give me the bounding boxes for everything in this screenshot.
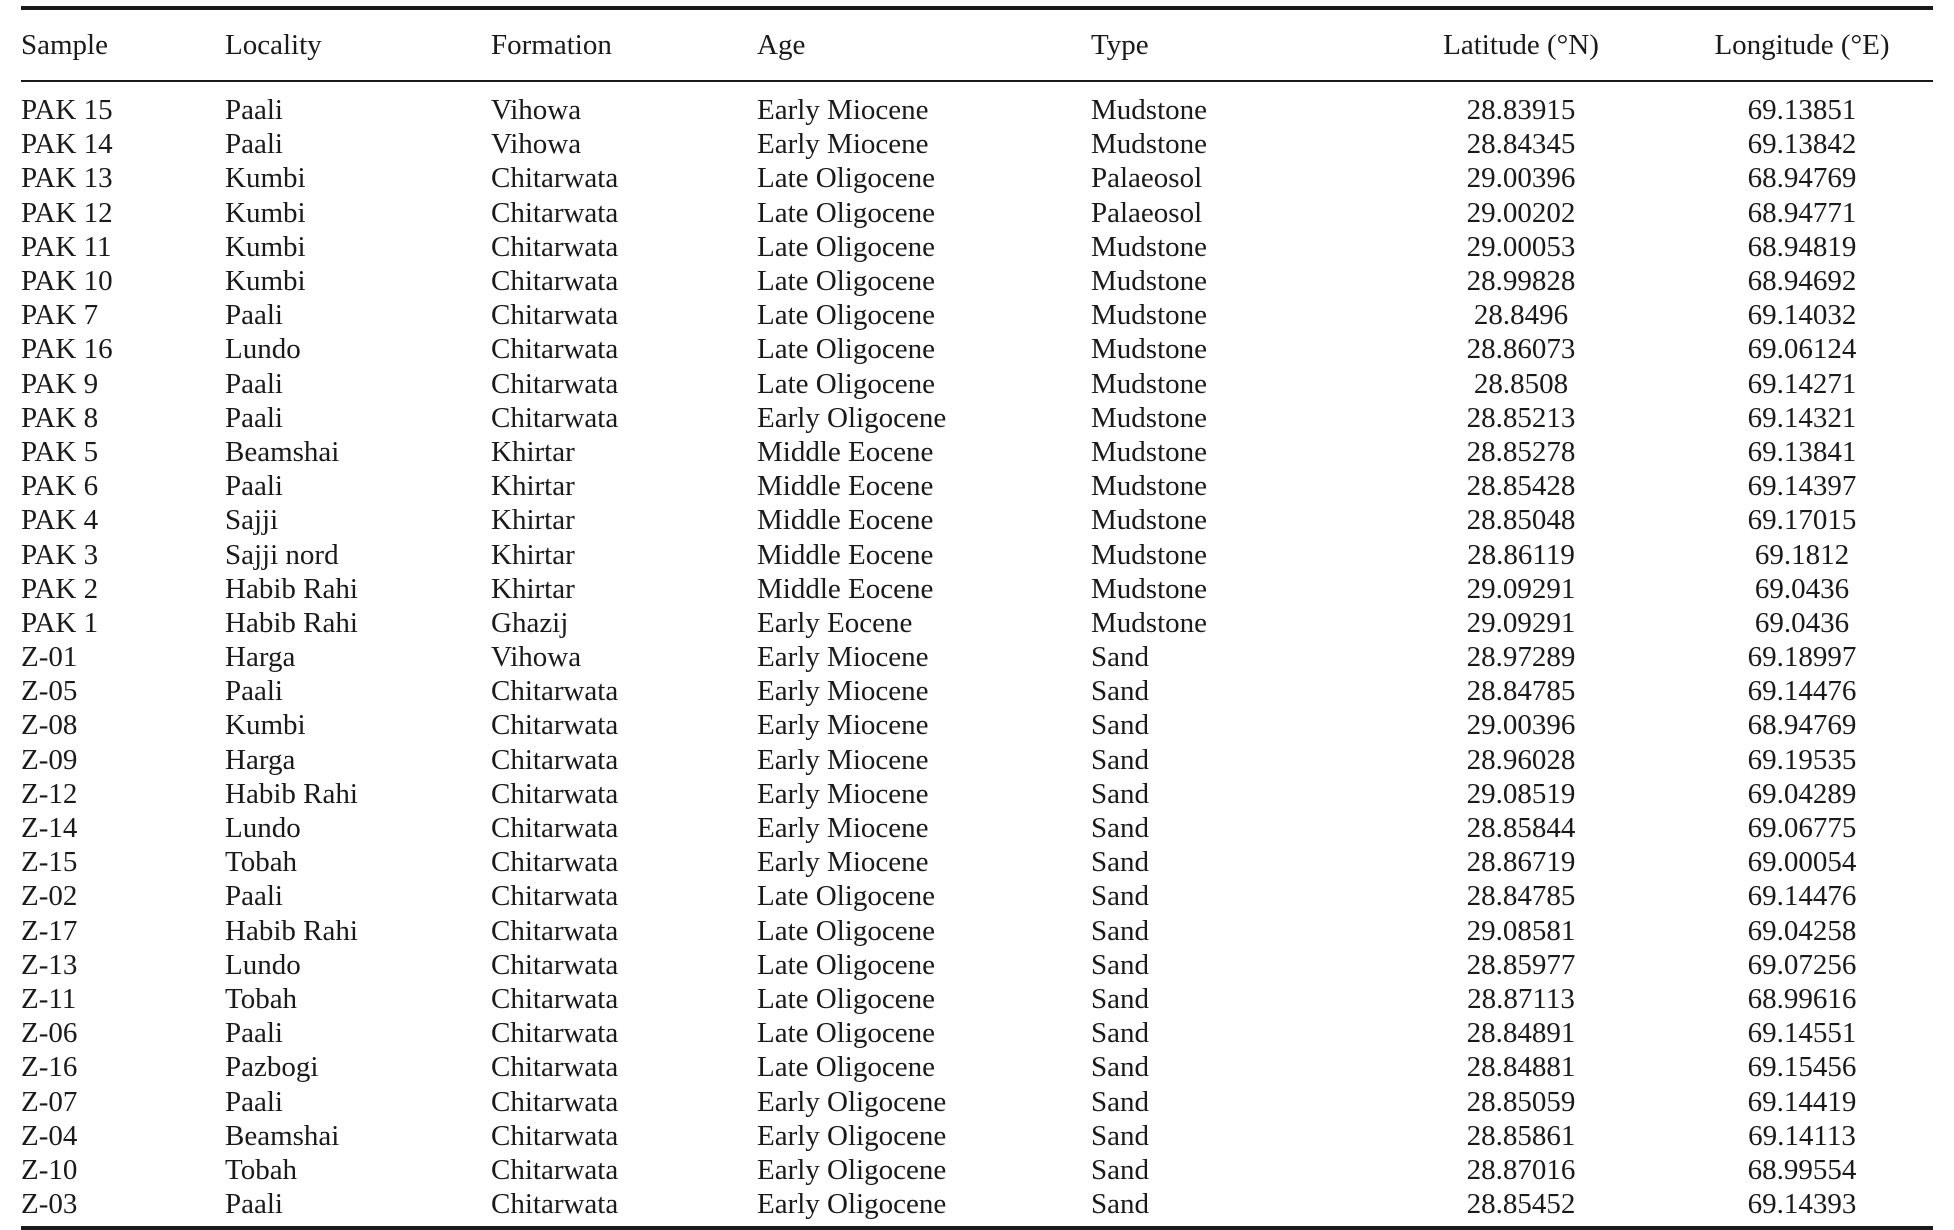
cell-locality: Paali [225,401,283,434]
table-row [21,401,1933,435]
cell-locality: Kumbi [225,709,306,742]
table-row [21,845,1933,879]
cell-formation: Vihowa [491,94,582,127]
cell-locality: Beamshai [225,435,340,468]
cell-latitude: 28.85059 [1466,1085,1576,1118]
cell-sample: PAK 6 [21,470,99,503]
cell-formation: Khirtar [491,572,575,605]
cell-longitude: 68.94819 [1747,230,1857,263]
cell-locality: Habib Rahi [225,777,358,810]
cell-longitude: 69.14321 [1747,401,1857,434]
cell-age: Middle Eocene [757,538,934,571]
cell-type: Mudstone [1091,230,1207,263]
cell-latitude: 28.85844 [1466,812,1576,845]
table-row [21,161,1933,195]
cell-latitude: 28.84881 [1466,1051,1576,1084]
cell-latitude: 29.00396 [1466,162,1576,195]
cell-age: Early Eocene [757,606,913,639]
cell-longitude: 69.14113 [1748,1119,1856,1152]
cell-latitude: 28.84891 [1466,1017,1576,1050]
cell-sample: PAK 10 [21,265,113,298]
table-row [21,777,1933,811]
cell-latitude: 29.09291 [1466,606,1576,639]
cell-longitude: 69.06775 [1747,812,1857,845]
cell-latitude: 28.86073 [1466,333,1576,366]
cell-age: Early Miocene [757,812,929,845]
cell-longitude: 68.99554 [1747,1153,1857,1186]
cell-longitude: 69.14271 [1747,367,1857,400]
table-row [21,572,1933,606]
table-row [21,332,1933,366]
cell-type: Mudstone [1091,572,1207,605]
cell-locality: Paali [225,1017,283,1050]
cell-sample: Z-07 [21,1085,78,1118]
cell-age: Early Oligocene [757,401,947,434]
cell-sample: PAK 12 [21,196,113,229]
cell-formation: Chitarwata [491,333,619,366]
cell-formation: Vihowa [491,641,582,674]
cell-sample: Z-08 [21,709,78,742]
cell-type: Sand [1091,1153,1149,1186]
cell-latitude: 28.86119 [1467,538,1575,571]
cell-type: Mudstone [1091,128,1207,161]
cell-formation: Chitarwata [491,1153,619,1186]
cell-latitude: 29.00053 [1466,230,1576,263]
cell-type: Mudstone [1091,470,1207,503]
cell-locality: Tobah [225,982,298,1015]
cell-locality: Habib Rahi [225,606,358,639]
cell-age: Early Oligocene [757,1085,947,1118]
table-row [21,469,1933,503]
table-row [21,674,1933,708]
cell-longitude: 69.06124 [1747,333,1857,366]
cell-sample: Z-04 [21,1119,78,1152]
cell-latitude: 28.85977 [1466,948,1576,981]
cell-locality: Paali [225,675,283,708]
cell-sample: PAK 1 [21,606,99,639]
cell-latitude: 28.99828 [1466,265,1576,298]
cell-longitude: 69.18997 [1747,641,1857,674]
table-row [21,537,1933,571]
cell-type: Mudstone [1091,606,1207,639]
cell-age: Early Miocene [757,94,929,127]
cell-longitude: 69.14032 [1747,299,1857,332]
header-age: Age [757,28,806,61]
cell-sample: PAK 4 [21,504,99,537]
cell-locality: Harga [225,743,296,776]
cell-longitude: 68.94692 [1747,265,1857,298]
cell-locality: Paali [225,128,283,161]
cell-type: Palaeosol [1091,196,1203,229]
cell-age: Middle Eocene [757,504,934,537]
cell-formation: Chitarwata [491,1017,619,1050]
cell-age: Early Miocene [757,777,929,810]
table-row [21,640,1933,674]
cell-latitude: 29.09291 [1466,572,1576,605]
cell-locality: Paali [225,880,283,913]
cell-longitude: 69.14393 [1747,1188,1857,1221]
cell-locality: Paali [225,299,283,332]
cell-age: Early Miocene [757,743,929,776]
cell-type: Sand [1091,709,1149,742]
cell-sample: PAK 16 [21,333,113,366]
table-row [21,743,1933,777]
cell-sample: Z-11 [21,982,77,1015]
cell-longitude: 69.14397 [1747,470,1857,503]
cell-locality: Tobah [225,846,298,879]
cell-longitude: 68.94769 [1747,162,1857,195]
cell-formation: Chitarwata [491,299,619,332]
cell-type: Sand [1091,880,1149,913]
cell-age: Middle Eocene [757,435,934,468]
table-row [21,1084,1933,1118]
table-row [21,435,1933,469]
cell-formation: Chitarwata [491,162,619,195]
table-row [21,127,1933,161]
cell-longitude: 69.00054 [1747,846,1857,879]
table-row [21,982,1933,1016]
cell-locality: Beamshai [225,1119,340,1152]
cell-latitude: 29.00202 [1466,196,1576,229]
cell-type: Mudstone [1091,299,1207,332]
cell-sample: PAK 9 [21,367,99,400]
header-formation: Formation [491,28,612,61]
cell-age: Late Oligocene [757,367,935,400]
cell-age: Middle Eocene [757,572,934,605]
cell-age: Late Oligocene [757,982,935,1015]
cell-type: Sand [1091,641,1149,674]
cell-age: Late Oligocene [757,1017,935,1050]
cell-longitude: 68.94771 [1747,196,1857,229]
cell-locality: Kumbi [225,230,306,263]
cell-longitude: 69.04258 [1747,914,1857,947]
header-sample: Sample [21,28,108,61]
cell-formation: Chitarwata [491,812,619,845]
table-row [21,879,1933,913]
header-type: Type [1091,28,1149,61]
cell-type: Sand [1091,1119,1149,1152]
header-longitude: Longitude (°E) [1714,28,1890,61]
cell-formation: Chitarwata [491,265,619,298]
table-row [21,1153,1933,1187]
cell-sample: Z-02 [21,880,78,913]
cell-longitude: 69.13842 [1747,128,1857,161]
cell-longitude: 69.13851 [1747,94,1857,127]
cell-latitude: 28.96028 [1466,743,1576,776]
cell-age: Late Oligocene [757,880,935,913]
cell-longitude: 69.07256 [1747,948,1857,981]
table-row [21,93,1933,127]
cell-locality: Habib Rahi [225,914,358,947]
cell-type: Sand [1091,982,1149,1015]
cell-formation: Chitarwata [491,230,619,263]
cell-longitude: 69.14476 [1747,880,1857,913]
table-row [21,264,1933,298]
cell-age: Early Oligocene [757,1153,947,1186]
cell-sample: Z-06 [21,1017,78,1050]
cell-formation: Chitarwata [491,675,619,708]
cell-age: Late Oligocene [757,948,935,981]
cell-age: Early Miocene [757,709,929,742]
cell-type: Mudstone [1091,401,1207,434]
cell-locality: Paali [225,1085,283,1118]
cell-longitude: 69.0436 [1754,572,1850,605]
cell-locality: Paali [225,1188,283,1221]
cell-formation: Ghazij [491,606,569,639]
cell-type: Sand [1091,777,1149,810]
cell-type: Mudstone [1091,367,1207,400]
table-bottom-rule [21,1226,1933,1230]
cell-sample: PAK 13 [21,162,113,195]
cell-type: Mudstone [1091,504,1207,537]
cell-longitude: 68.94769 [1747,709,1857,742]
cell-locality: Lundo [225,333,301,366]
cell-locality: Lundo [225,948,301,981]
cell-type: Mudstone [1091,538,1207,571]
cell-sample: Z-14 [21,812,78,845]
cell-longitude: 69.15456 [1747,1051,1857,1084]
cell-latitude: 28.83915 [1466,94,1576,127]
cell-sample: Z-09 [21,743,78,776]
cell-type: Mudstone [1091,94,1207,127]
cell-longitude: 69.17015 [1747,504,1857,537]
cell-formation: Chitarwata [491,846,619,879]
cell-formation: Chitarwata [491,777,619,810]
table-row [21,811,1933,845]
cell-sample: Z-01 [21,641,78,674]
cell-age: Late Oligocene [757,196,935,229]
cell-formation: Chitarwata [491,709,619,742]
table-row [21,298,1933,332]
cell-formation: Chitarwata [491,196,619,229]
cell-latitude: 28.85278 [1466,435,1576,468]
cell-formation: Chitarwata [491,367,619,400]
cell-formation: Chitarwata [491,948,619,981]
cell-locality: Sajji [225,504,279,537]
cell-formation: Chitarwata [491,880,619,913]
table-row [21,1119,1933,1153]
cell-formation: Khirtar [491,538,575,571]
cell-type: Sand [1091,1085,1149,1118]
cell-sample: PAK 7 [21,299,99,332]
cell-longitude: 69.04289 [1747,777,1857,810]
cell-age: Early Miocene [757,846,929,879]
cell-sample: PAK 11 [21,230,112,263]
table-row [21,1016,1933,1050]
cell-age: Late Oligocene [757,1051,935,1084]
cell-longitude: 69.14551 [1747,1017,1857,1050]
cell-latitude: 28.86719 [1466,846,1576,879]
cell-longitude: 69.14419 [1747,1085,1857,1118]
cell-age: Early Miocene [757,641,929,674]
cell-type: Sand [1091,914,1149,947]
cell-latitude: 28.84785 [1466,675,1576,708]
cell-sample: PAK 2 [21,572,99,605]
header-latitude: Latitude (°N) [1443,28,1599,61]
cell-latitude: 28.85861 [1466,1119,1576,1152]
sample-table [21,6,1933,1230]
cell-latitude: 28.85452 [1466,1188,1576,1221]
cell-type: Mudstone [1091,435,1207,468]
table-body [21,82,1933,1226]
table-row [21,948,1933,982]
header-locality: Locality [225,28,322,61]
table-row [21,503,1933,537]
cell-formation: Khirtar [491,504,575,537]
cell-formation: Vihowa [491,128,582,161]
cell-sample: Z-13 [21,948,78,981]
cell-age: Late Oligocene [757,333,935,366]
cell-type: Sand [1091,1051,1149,1084]
cell-longitude: 69.14476 [1747,675,1857,708]
cell-age: Late Oligocene [757,162,935,195]
cell-latitude: 28.85428 [1466,470,1576,503]
cell-age: Middle Eocene [757,470,934,503]
cell-locality: Lundo [225,812,301,845]
cell-latitude: 28.84345 [1466,128,1576,161]
table-row [21,1050,1933,1084]
cell-formation: Chitarwata [491,401,619,434]
cell-age: Early Miocene [757,128,929,161]
table-row [21,196,1933,230]
cell-locality: Paali [225,367,283,400]
cell-locality: Tobah [225,1153,298,1186]
cell-type: Sand [1091,846,1149,879]
cell-formation: Chitarwata [491,1051,619,1084]
cell-sample: Z-12 [21,777,78,810]
cell-latitude: 29.00396 [1466,709,1576,742]
cell-latitude: 28.87016 [1466,1153,1576,1186]
cell-formation: Chitarwata [491,914,619,947]
cell-locality: Kumbi [225,265,306,298]
cell-latitude: 28.87113 [1467,982,1575,1015]
cell-locality: Kumbi [225,196,306,229]
cell-longitude: 69.19535 [1747,743,1857,776]
cell-formation: Chitarwata [491,1188,619,1221]
cell-sample: Z-05 [21,675,78,708]
cell-locality: Kumbi [225,162,306,195]
cell-latitude: 28.8496 [1473,299,1569,332]
table-row [21,230,1933,264]
cell-age: Late Oligocene [757,299,935,332]
cell-locality: Habib Rahi [225,572,358,605]
cell-type: Sand [1091,1188,1149,1221]
cell-locality: Harga [225,641,296,674]
cell-latitude: 28.84785 [1466,880,1576,913]
cell-formation: Chitarwata [491,1119,619,1152]
cell-type: Sand [1091,675,1149,708]
cell-latitude: 28.8508 [1473,367,1569,400]
cell-formation: Khirtar [491,435,575,468]
cell-formation: Chitarwata [491,1085,619,1118]
cell-type: Mudstone [1091,333,1207,366]
cell-sample: PAK 5 [21,435,99,468]
cell-longitude: 68.99616 [1747,982,1857,1015]
table-row [21,708,1933,742]
cell-locality: Pazbogi [225,1051,319,1084]
cell-formation: Chitarwata [491,743,619,776]
cell-sample: PAK 14 [21,128,113,161]
cell-locality: Sajji nord [225,538,339,571]
cell-sample: PAK 15 [21,94,113,127]
cell-type: Sand [1091,812,1149,845]
cell-longitude: 69.1812 [1754,538,1850,571]
cell-age: Early Oligocene [757,1188,947,1221]
cell-sample: Z-16 [21,1051,78,1084]
cell-sample: Z-17 [21,914,78,947]
cell-sample: Z-10 [21,1153,78,1186]
cell-sample: Z-03 [21,1188,78,1221]
cell-sample: PAK 3 [21,538,99,571]
cell-latitude: 28.85213 [1466,401,1576,434]
cell-type: Mudstone [1091,265,1207,298]
cell-type: Sand [1091,743,1149,776]
cell-type: Palaeosol [1091,162,1203,195]
cell-age: Early Miocene [757,675,929,708]
cell-age: Late Oligocene [757,265,935,298]
cell-latitude: 28.97289 [1466,641,1576,674]
cell-longitude: 69.13841 [1747,435,1857,468]
table-header-row [21,10,1933,80]
cell-age: Late Oligocene [757,914,935,947]
cell-age: Late Oligocene [757,230,935,263]
table-row [21,367,1933,401]
cell-age: Early Oligocene [757,1119,947,1152]
cell-formation: Chitarwata [491,982,619,1015]
table-row [21,914,1933,948]
table-row [21,1187,1933,1221]
cell-locality: Paali [225,470,283,503]
cell-sample: PAK 8 [21,401,99,434]
cell-locality: Paali [225,94,283,127]
cell-type: Sand [1091,948,1149,981]
cell-type: Sand [1091,1017,1149,1050]
cell-latitude: 28.85048 [1466,504,1576,537]
table-row [21,606,1933,640]
cell-sample: Z-15 [21,846,78,879]
cell-latitude: 29.08519 [1466,777,1576,810]
cell-latitude: 29.08581 [1466,914,1576,947]
cell-longitude: 69.0436 [1754,606,1850,639]
cell-formation: Khirtar [491,470,575,503]
